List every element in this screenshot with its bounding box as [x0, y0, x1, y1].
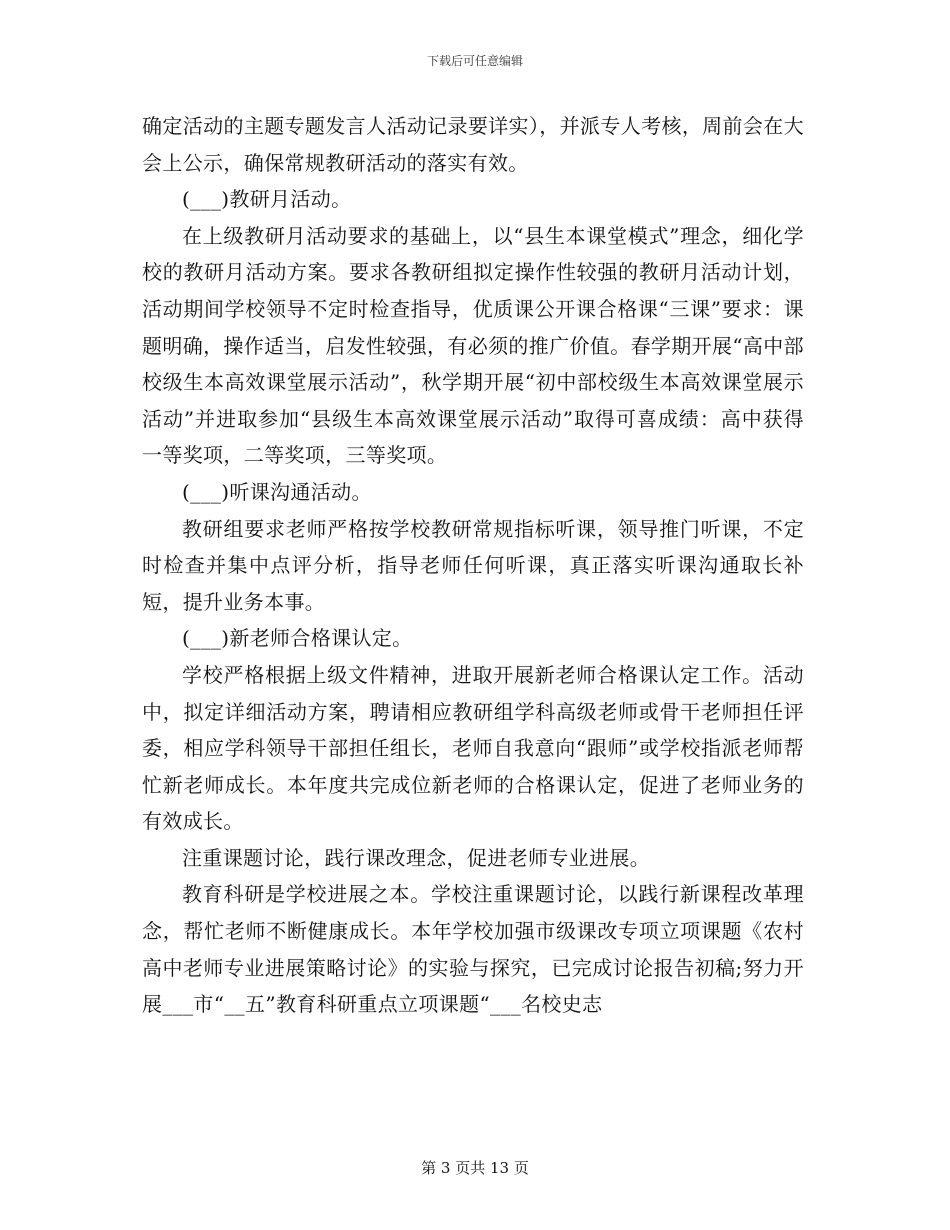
document-body [142, 108, 804, 1023]
section-heading-new-teacher: (___)新老师合格课认定。 [182, 626, 413, 651]
page-number: 第 3 页共 13 页 [421, 1159, 529, 1177]
paragraph-continuation: 确定活动的主题专题发言人活动记录要详实），并派专人考核，周前会在大会上公示，确保常规教研活动的落实有效。 [142, 114, 804, 175]
section-heading-research-topics: 注重课题讨论，践行课改理念，促进老师专业进展。 [182, 845, 651, 870]
page-header: 下载后可任意编辑 [426, 54, 523, 68]
section-heading-lesson-observation: (___)听课沟通活动。 [182, 479, 372, 504]
paragraph-research-topics: 教育科研是学校进展之本。学校注重课题讨论，以践行新课程改革理念，帮忙老师不断健康成长。本年学校加强市级课改专项立项课题《农村高中老师专业进展策略讨论》的实验与探究，已完成讨论报告初稿;努力开展___市“__五”教育科研重点立项课题“___名校史志 [142, 882, 804, 1017]
paragraph-lesson-observation: 教研组要求老师严格按学校教研常规指标听课，领导推门听课，不定时检查并集中点评分析，指导老师任何听课，真正落实听课沟通取长补短，提升业务本事。 [142, 516, 804, 614]
paragraph-research-month: 在上级教研月活动要求的基础上，以“县生本课堂模式”理念，细化学校的教研月活动方案。要求各教研组拟定操作性较强的教研月活动计划，活动期间学校领导不定时检查指导，优质课公开课合格课“三课”要求：课题明确，操作适当，启发性较强，有必须的推广价值。春学期开展“高中部校级生本高效课堂展示活动”，秋学期开展“初中部校级生本高效课堂展示活动”并进取参加“县级生本高效课堂展示活动”取得可喜成绩：高中获得一等奖项，二等奖项，三等奖项。 [142, 223, 804, 468]
paragraph-new-teacher: 学校严格根据上级文件精神，进取开展新老师合格课认定工作。活动中，拟定详细活动方案，聘请相应教研组学科高级老师或骨干老师担任评委，相应学科领导干部担任组长，老师自我意向“跟师”或学校指派老师帮忙新老师成长。本年度共完成位新老师的合格课认定，促进了老师业务的有效成长。 [142, 662, 804, 834]
section-heading-research-month: (___)教研月活动。 [182, 187, 352, 212]
